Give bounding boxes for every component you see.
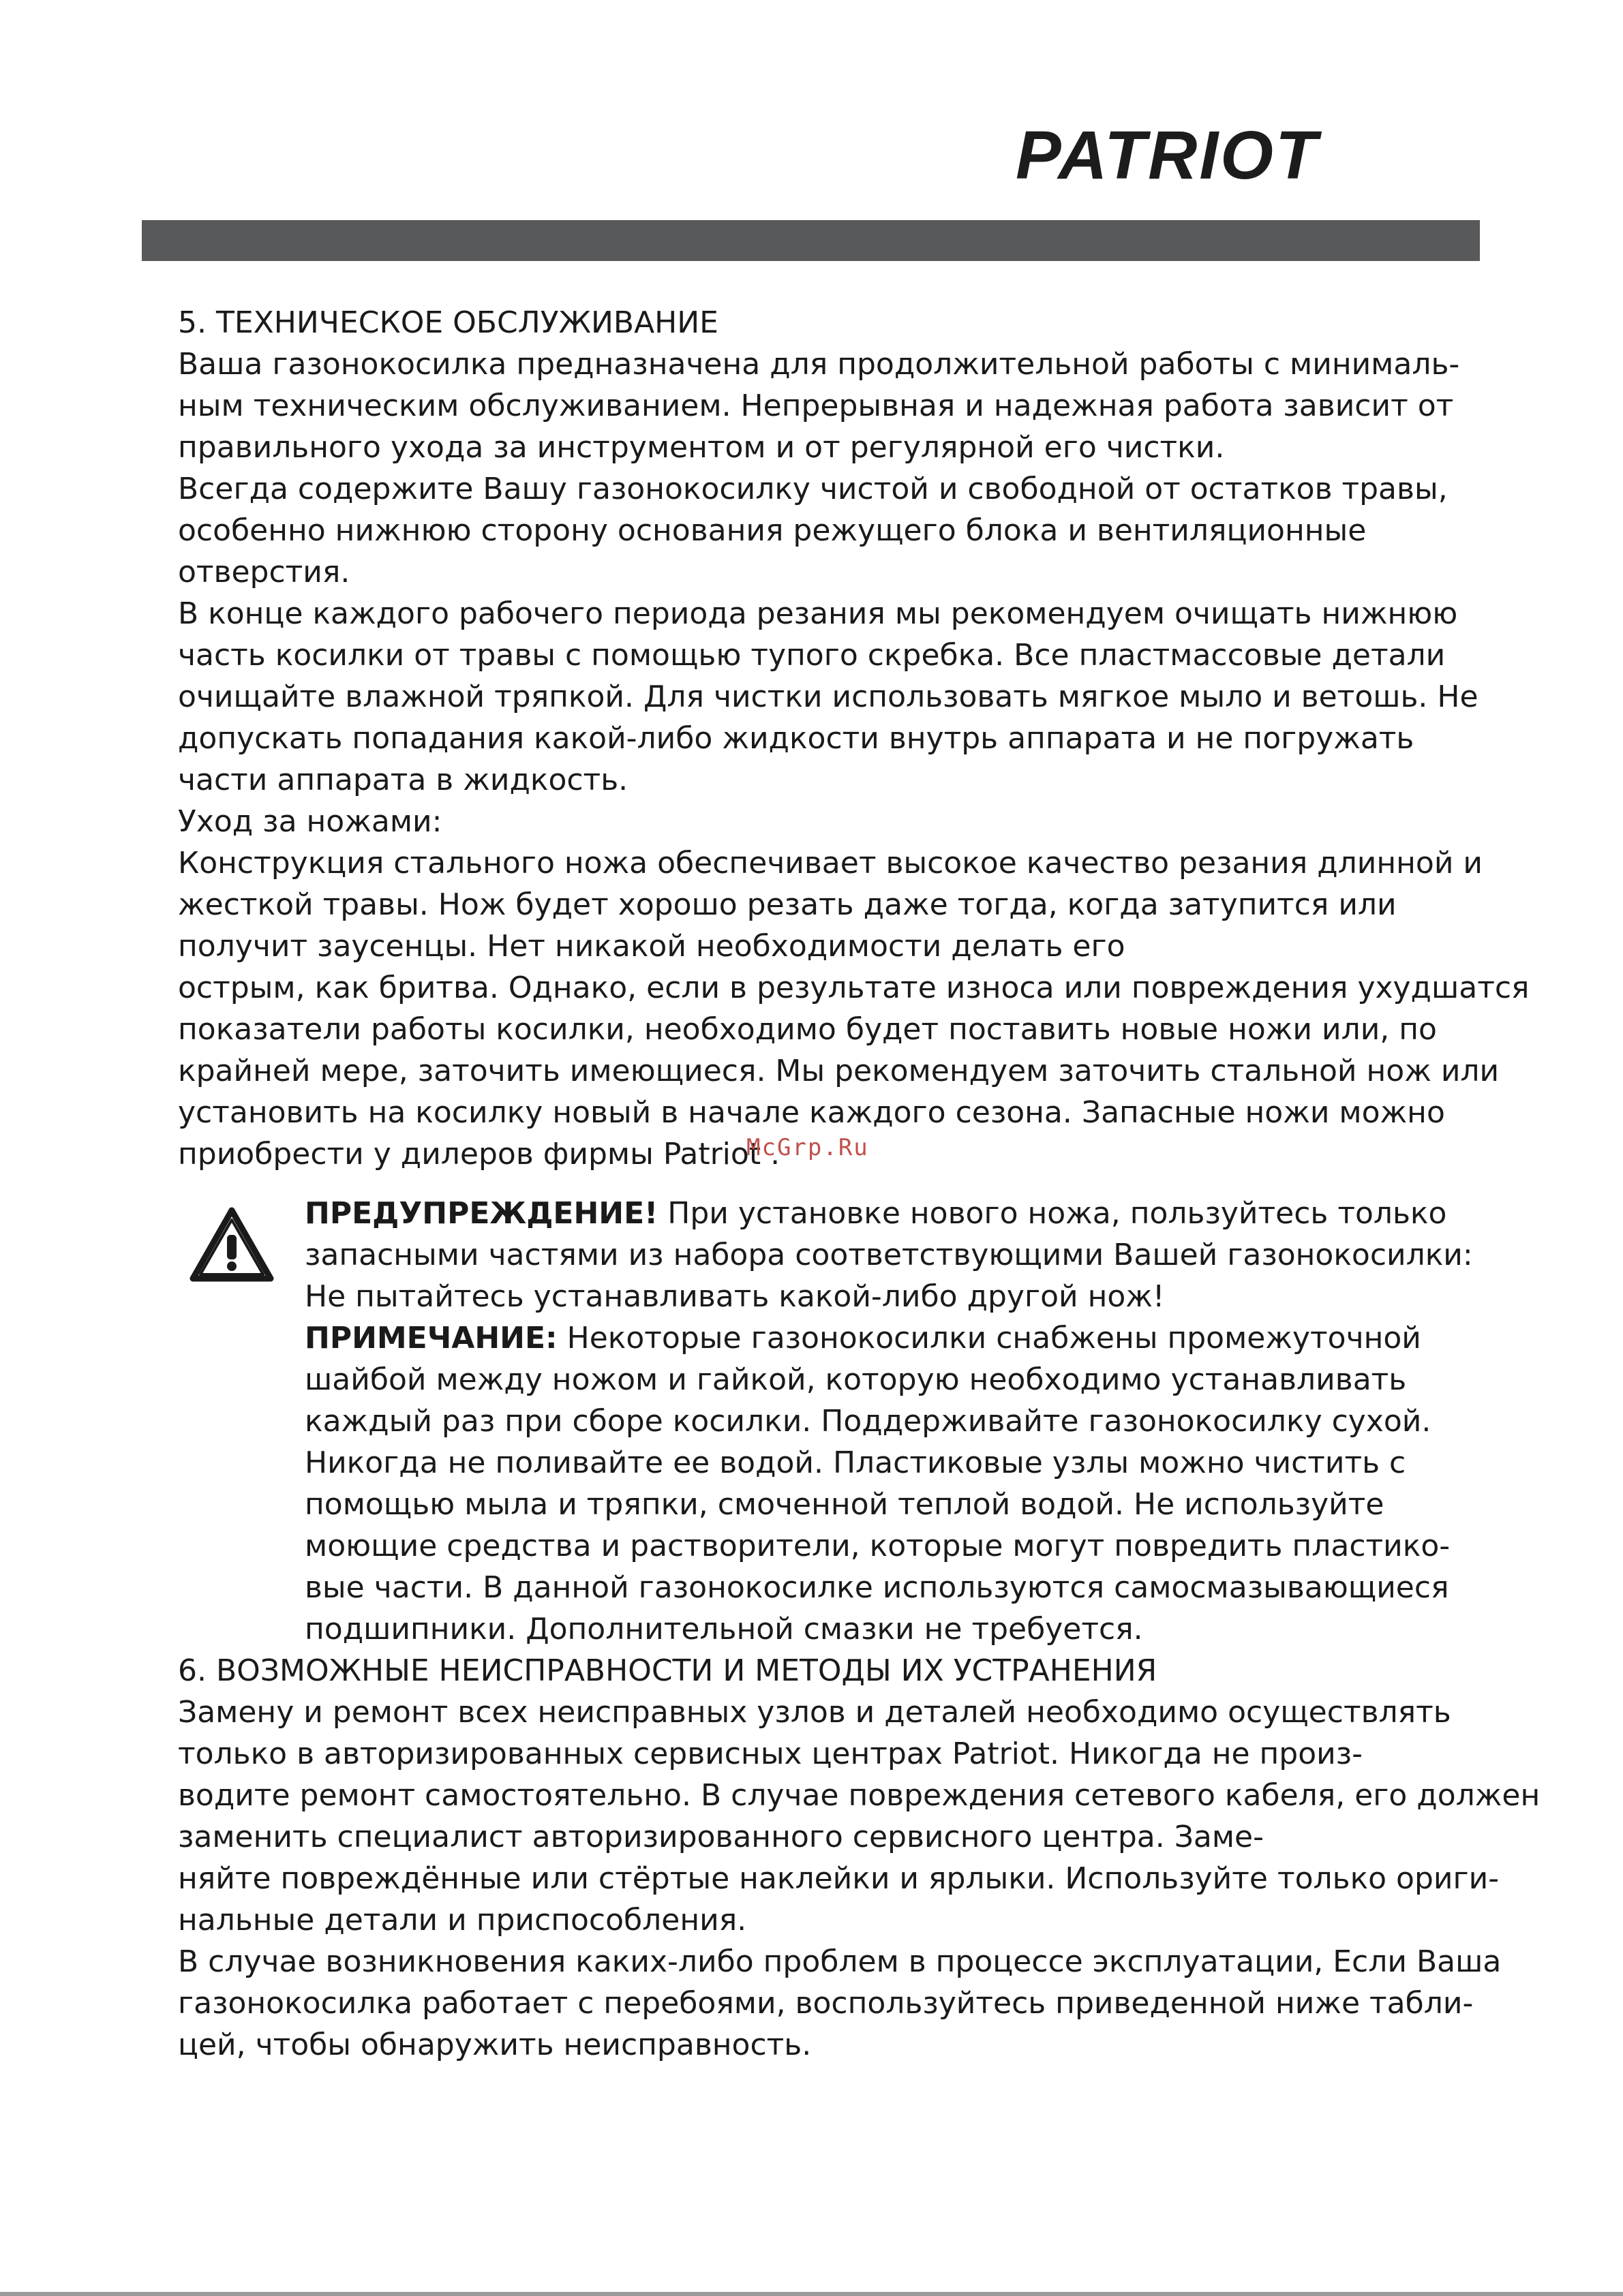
section-5-line: очищайте влажной тряпкой. Для чистки использовать мягкое мыло и ветошь. Не: [178, 679, 1478, 714]
section-5-line: части аппарата в жидкость.: [178, 763, 628, 797]
note-line: помощью мыла и тряпки, смоченной теплой водой. Не используйте: [305, 1487, 1384, 1522]
section-6-body: [178, 1692, 1541, 2066]
section-6-line: цей, чтобы обнаружить неисправность.: [178, 2027, 812, 2062]
section-6-heading: 6. ВОЗМОЖНЫЕ НЕИСПРАВНОСТИ И МЕТОДЫ ИХ УСТРАНЕНИЯ: [178, 1653, 1157, 1688]
bottom-rule: [0, 2292, 1623, 2296]
section-5-line: Всегда содержите Вашу газонокосилку чистой и свободной от остатков травы,: [178, 472, 1448, 506]
page-content: [178, 302, 1541, 2066]
note-line-1-text: Некоторые газонокосилки снабжены промежуточной: [557, 1321, 1421, 1356]
section-5-line: часть косилки от травы с помощью тупого скребка. Все пластмассовые детали: [178, 638, 1446, 673]
brand-logo: PATRIOT: [1016, 117, 1320, 194]
warning-line-1: [305, 1193, 1459, 1234]
section-5-line: показатели работы косилки, необходимо будет поставить новые ножи или, по: [178, 1012, 1437, 1047]
warning-text: [305, 1193, 1473, 1650]
watermark: McGrp.Ru: [746, 1134, 869, 1161]
section-5-line: ным техническим обслуживанием. Непрерывная и надежная работа зависит от: [178, 388, 1454, 423]
section-6-line: В случае возникновения каких-либо проблем в процессе эксплуатации, Если Ваша: [178, 1944, 1502, 1979]
section-5-line: особенно нижнюю сторону основания режущего блока и вентиляционные: [178, 513, 1367, 548]
note-line: вые части. В данной газонокосилке используются самосмазывающиеся: [305, 1570, 1449, 1605]
note-line-1: [305, 1317, 1459, 1359]
section-5-line: В конце каждого рабочего периода резания мы рекомендуем очищать нижнюю: [178, 596, 1458, 631]
note-line: каждый раз при сборе косилки. Поддерживайте газонокосилку сухой.: [305, 1404, 1431, 1439]
note-label: ПРИМЕЧАНИЕ:: [305, 1321, 558, 1356]
section-5-body: [178, 343, 1530, 1175]
section-5-line: установить на косилку новый в начале каждого сезона. Запасные ножи можно: [178, 1095, 1445, 1130]
section-6-line: Замену и ремонт всех неисправных узлов и деталей необходимо осуществлять: [178, 1695, 1451, 1730]
section-5-line: Конструкция стального ножа обеспечивает высокое качество резания длинной и: [178, 846, 1483, 881]
section-6-line: водите ремонт самостоятельно. В случае повреждения сетевого кабеля, его должен: [178, 1778, 1541, 1813]
note-line: подшипники. Дополнительной смазки не требуется.: [305, 1612, 1143, 1647]
note-line: моющие средства и растворители, которые могут повредить пластико-: [305, 1529, 1451, 1563]
warning-triangle-icon: [187, 1205, 276, 1285]
section-5-line: правильного ухода за инструментом и от регулярной его чистки.: [178, 430, 1225, 465]
warning-line: Не пытайтесь устанавливать какой-либо другой нож!: [305, 1279, 1165, 1314]
note-lines: [305, 1359, 1459, 1650]
section-5-line: Уход за ножами:: [178, 804, 442, 839]
section-5-line: приобрести у дилеров фирмы Patriot .: [178, 1137, 780, 1172]
warning-line: запасными частями из набора соответствующими Вашей газонокосилки:: [305, 1238, 1473, 1272]
section-5-line: острым, как бритва. Однако, если в результате износа или повреждения ухудшатся: [178, 970, 1530, 1005]
warning-line-1-text: При установке нового ножа, пользуйтесь только: [658, 1196, 1447, 1231]
header-bar: [142, 220, 1480, 261]
section-5-line: получит заусенцы. Нет никакой необходимости делать его: [178, 929, 1125, 964]
section-5-line: Ваша газонокосилка предназначена для продолжительной работы с минималь-: [178, 347, 1460, 382]
section-6-line: газонокосилка работает с перебоями, воспользуйтесь приведенной ниже табли-: [178, 1986, 1474, 2021]
note-line: шайбой между ножом и гайкой, которую необходимо устанавливать: [305, 1362, 1407, 1397]
section-6-line: няйте повреждённые или стёртые наклейки и ярлыки. Используйте только ориги-: [178, 1861, 1500, 1896]
section-5-line: отверстия.: [178, 555, 350, 590]
section-6-line: нальные детали и приспособления.: [178, 1903, 747, 1938]
section-6-line: заменить специалист авторизированного сервисного центра. Заме-: [178, 1820, 1264, 1854]
section-5-heading: 5. ТЕХНИЧЕСКОЕ ОБСЛУЖИВАНИЕ: [178, 305, 718, 340]
section-5-line: жесткой травы. Нож будет хорошо резать даже тогда, когда затупится или: [178, 887, 1397, 922]
section-6-line: только в авторизированных сервисных центрах Patriot. Никогда не произ-: [178, 1736, 1363, 1771]
warning-lines: [305, 1234, 1473, 1317]
warning-label: ПРЕДУПРЕЖДЕНИЕ!: [305, 1196, 658, 1231]
note-line: Никогда не поливайте ее водой. Пластиковые узлы можно чистить с: [305, 1445, 1406, 1480]
warning-block: [178, 1193, 1473, 1650]
section-5-line: допускать попадания какой-либо жидкости внутрь аппарата и не погружать: [178, 721, 1414, 756]
section-5-line: крайней мере, заточить имеющиеся. Мы рекомендуем заточить стальной нож или: [178, 1054, 1500, 1088]
